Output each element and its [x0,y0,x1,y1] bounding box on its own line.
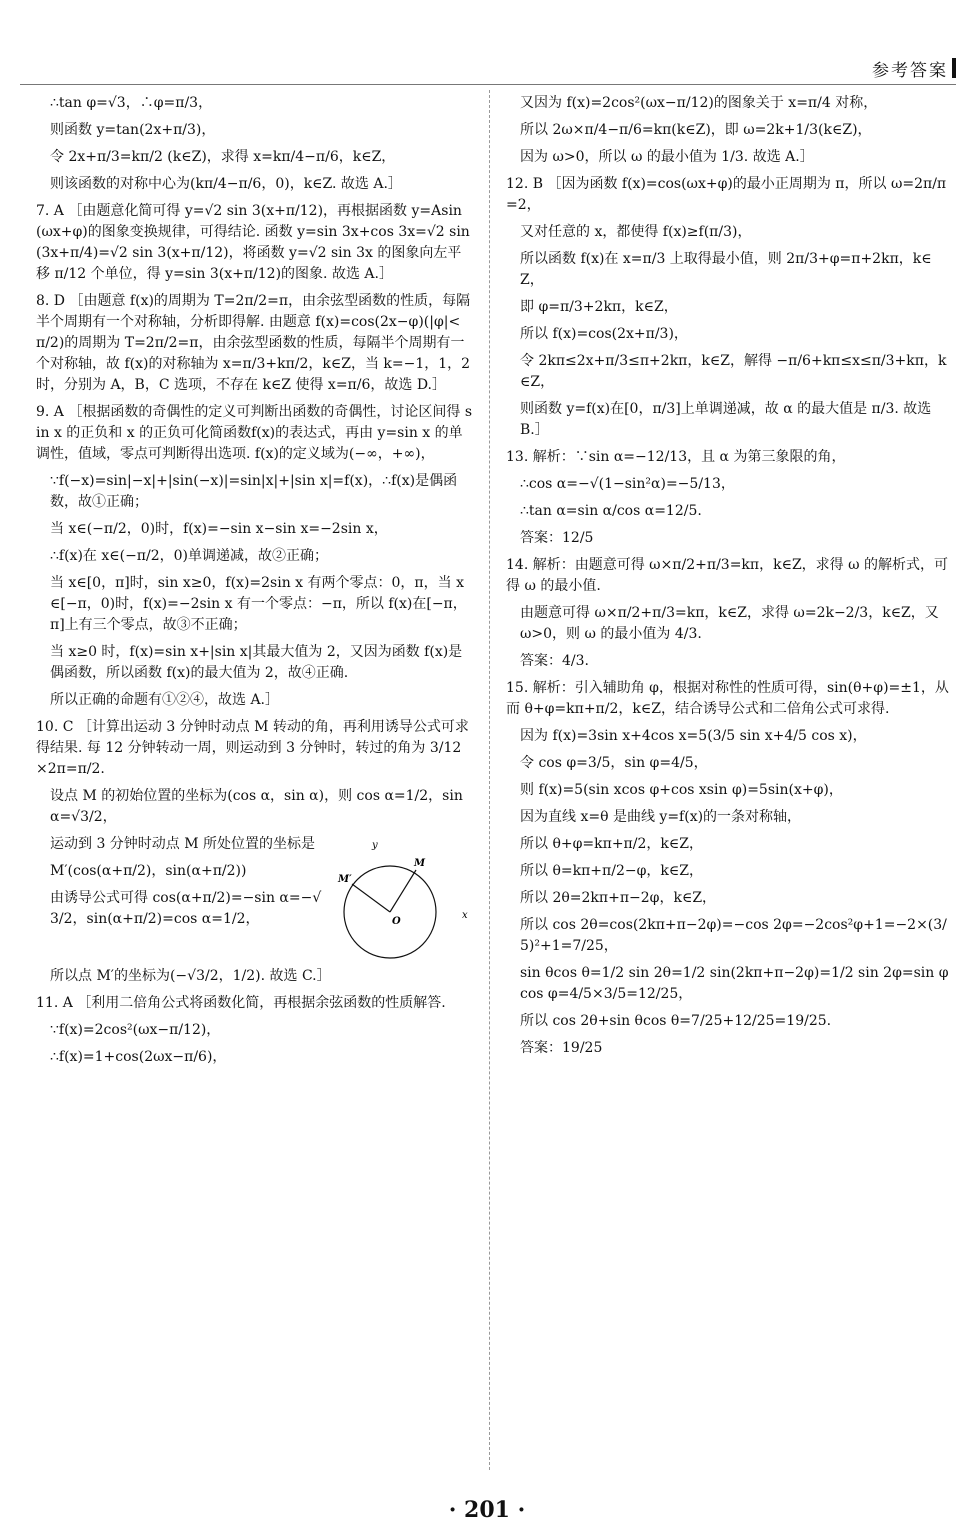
paragraph-text: 7. A ［由题意化简可得 y=√2 sin 3(x+π/12)，再根据函数 y=Asin(ωx+φ)的图象变换规律，可得结论. 函数 y=sin 3x+cos 3x=√2 sin(3x+π/4)=√2 sin 3(x+π/12)，将函数 y=√2 sin 3x 的图象向左平移 π/12 个单位，得 y=sin 3(x+π/12)的图象. 故选 A.］ [36,203,470,282]
paragraph-text: ∴cos α=−√(1−sin²α)=−5/13， [520,476,735,492]
paragraph-text: 15. 解析：引入辅助角 φ，根据对称性的性质可得，sin(θ+φ)=±1，从而 θ+φ=kπ+π/2，k∈Z，结合诱导公式和二倍角公式可求得. [506,680,949,717]
question-item [36,990,472,1017]
paragraph-text: 12. B ［因为函数 f(x)=cos(ωx+φ)的最小正周期为 π，所以 ω=2π/π=2， [506,176,947,213]
paragraph-text: 则该函数的对称中心为(kπ/4−π/6，0)，k∈Z. 故选 A.］ [50,176,402,192]
paragraph-text: 所以 cos 2θ=cos(2kπ+π−2φ)=−cos 2φ=−2cos²φ+1=−2×(3/5)²+1=7/25， [520,917,947,954]
solution-line [36,468,472,516]
point-mprime-label: M′ [338,874,352,885]
paragraph-text: 9. A ［根据函数的奇偶性的定义可判断出函数的奇偶性，讨论区间得 sin x 的正负和 x 的正负可化简函数f(x)的表达式，再由 y=sin x 的单调性，值域，零点可判断得出选项. f(x)的定义域为(−∞，+∞)， [36,404,473,462]
answer-line [506,525,952,552]
paragraph-text: 当 x≥0 时，f(x)=sin x+|sin x|其最大值为 2，又因为函数 f(x)是偶函数，所以函数 f(x)的最大值为 2，故④正确. [50,644,463,681]
paragraph-text: 则函数 y=f(x)在[0，π/3]上单调递减，故 α 的最大值是 π/3. 故选 B.］ [520,401,932,438]
header-rule [20,84,956,85]
paragraph-text: ∵f(−x)=sin|−x|+|sin(−x)|=sin|x|+|sin x|=f(x)，∴f(x)是偶函数，故①正确； [50,473,458,510]
x-axis-label: x [462,910,468,921]
paragraph-text: ∴f(x)在 x∈(−π/2，0)单调递减，故②正确； [50,548,329,564]
solution-line [506,1008,952,1035]
paragraph-text: 所以函数 f(x)在 x=π/3 上取得最小值，则 2π/3+φ=π+2kπ，k∈Z， [520,251,932,288]
solution-line [506,321,952,348]
solution-line [36,144,472,171]
question-item [506,444,952,471]
answer-line [506,1035,952,1062]
paragraph-text: 11. A ［利用二倍角公式将函数化简，再根据余弦函数的性质解答. [36,995,446,1011]
y-axis-label: y [372,840,378,851]
paragraph-text: 即 φ=π/3+2kπ，k∈Z， [520,299,678,315]
paragraph-text: 令 2x+π/3=kπ/2 (k∈Z)，求得 x=kπ/4−π/6，k∈Z， [50,149,396,165]
solution-line [506,723,952,750]
paragraph-text: 由诱导公式可得 cos(α+π/2)=−sin α=−√3/2，sin(α+π/2)=cos α=1/2， [50,890,322,927]
paragraph-text: 答案：4/3. [520,653,589,669]
header-bar [952,58,956,78]
paragraph-text: 答案：19/25 [520,1040,603,1056]
solution-line [506,219,952,246]
solution-line [506,294,952,321]
solution-line [506,348,952,396]
paragraph-text: 当 x∈[0，π]时，sin x≥0，f(x)=2sin x 有两个零点：0，π，当 x∈[−π，0)时，f(x)=−2sin x 有一个零点：−π，所以 f(x)在[−π，π]上有三个零点，故③不正确； [50,575,467,633]
paragraph-text: 所以点 M′的坐标为(−√3/2，1/2). 故选 C.］ [50,968,331,984]
origin-label: O [392,916,401,927]
paragraph-text: ∴tan α=sin α/cos α=12/5. [520,503,702,519]
paragraph-text: 所以正确的命题有①②④，故选 A.］ [50,692,280,708]
solution-line [506,600,952,648]
paragraph-text: M′(cos(α+π/2)，sin(α+π/2)) [50,863,247,879]
paragraph-text: 10. C ［计算出运动 3 分钟时动点 M 转动的角，再利用诱导公式可求得结果. 每 12 分钟转动一周，则运动到 3 分钟时，转过的角为 3/12×2π=π/2. [36,719,469,777]
solution-line [506,117,952,144]
paragraph-text: 所以 2θ=2kπ+π−2φ，k∈Z， [520,890,717,906]
solution-line [36,171,472,198]
paragraph-text: 13. 解析：∵sin α=−12/13，且 α 为第三象限的角， [506,449,846,465]
solution-line [36,90,472,117]
paragraph-text: 所以 cos 2θ+sin θcos θ=7/25+12/25=19/25. [520,1013,832,1029]
question-item [506,675,952,723]
solution-line [506,858,952,885]
left-column [36,90,472,1071]
question-item [36,399,472,468]
paragraph-text: ∴f(x)=1+cos(2ωx−π/6)， [50,1049,227,1065]
unit-circle-figure [332,836,472,964]
solution-line [36,543,472,570]
solution-line [506,498,952,525]
solution-line [506,885,952,912]
solution-line [506,144,952,171]
solution-line [36,1017,472,1044]
page-number: · 201 · [448,1497,526,1523]
paragraph-text: 所以 θ=kπ+π/2−φ，k∈Z， [520,863,703,879]
solution-line [506,960,952,1008]
question-item [506,552,952,600]
paragraph-text: 当 x∈(−π/2，0)时，f(x)=−sin x−sin x=−2sin x， [50,521,388,537]
answer-line [506,648,952,675]
paragraph-text: 因为 ω>0，所以 ω 的最小值为 1/3. 故选 A.］ [520,149,814,165]
paragraph-text: ∵f(x)=2cos²(ωx−π/12)， [50,1022,221,1038]
paragraph-text: 则 f(x)=5(sin xcos φ+cos xsin φ)=5sin(x+φ)， [520,782,843,798]
radius-om [390,870,416,912]
question-item [506,171,952,219]
point-m-label: M [414,858,426,869]
solution-line [36,1044,472,1071]
solution-line [506,750,952,777]
paragraph-text: 14. 解析：由题意可得 ω×π/2+π/3=kπ，k∈Z，求得 ω 的解析式，可得 ω 的最小值. [506,557,948,594]
question-item [36,714,472,783]
paragraph-text: 令 2kπ≤2x+π/3≤π+2kπ，k∈Z，解得 −π/6+kπ≤x≤π/3+kπ，k∈Z， [520,353,947,390]
paragraph-text: 因为直线 x=θ 是曲线 y=f(x)的一条对称轴， [520,809,802,825]
solution-line [506,396,952,444]
solution-line [36,639,472,687]
paragraph-text: 8. D ［由题意 f(x)的周期为 T=2π/2=π，由余弦型函数的性质，每隔半个周期有一个对称轴，分析即得解. 由题意 f(x)=cos(2x−φ)(|φ|<π/2)的周期为 T=2π/2=π，由余弦型函数的性质，每隔半个周期有一个对称轴，故 f(x)的对称轴为 x=π/3+kπ/2，k∈Z，当 k=−1，1，2 时，分别为 A，B，C 选项，不存在 k∈Z 使得 x=π/6，故选 D.］ [36,293,471,393]
solution-line [36,516,472,543]
paragraph-text: 则函数 y=tan(2x+π/3)， [50,122,216,138]
paragraph-text: 设点 M 的初始位置的坐标为(cos α，sin α)，则 cos α=1/2，sin α=√3/2， [50,788,463,825]
solution-line [506,471,952,498]
paragraph-text: 又因为 f(x)=2cos²(ωx−π/12)的图象关于 x=π/4 对称， [520,95,878,111]
question-item [36,288,472,399]
solution-line [506,912,952,960]
solution-line [36,783,472,831]
paragraph-text: 所以 2ω×π/4−π/6=kπ(k∈Z)，即 ω=2k+1/3(k∈Z)， [520,122,872,138]
solution-line [506,246,952,294]
paragraph-text: 答案：12/5 [520,530,594,546]
paragraph-text: 因为 f(x)=3sin x+4cos x=5(3/5 sin x+4/5 cos x)， [520,728,867,744]
page-header-label: 参考答案 [872,61,948,81]
paragraph-text: 所以 f(x)=cos(2x+π/3)， [520,326,688,342]
radius-omprime [352,884,390,912]
solution-line [506,777,952,804]
solution-line [36,117,472,144]
paragraph-text: sin θcos θ=1/2 sin 2θ=1/2 sin(2kπ+π−2φ)=1/2 sin 2φ=sin φcos φ=4/5×3/5=12/25， [520,965,949,1002]
paragraph-text: 又对任意的 x，都使得 f(x)≥f(π/3)， [520,224,752,240]
paragraph-text: 所以 θ+φ=kπ+π/2，k∈Z， [520,836,703,852]
solution-line [36,570,472,639]
paragraph-text: 运动到 3 分钟时动点 M 所处位置的坐标是 [50,836,316,852]
solution-line [506,90,952,117]
paragraph-text: ∴tan φ=√3，∴φ=π/3， [50,95,213,111]
paragraph-text: 由题意可得 ω×π/2+π/3=kπ，k∈Z，求得 ω=2k−2/3，k∈Z，又 ω>0，则 ω 的最小值为 4/3. [520,605,939,642]
question-item [36,198,472,288]
column-divider [489,90,490,1470]
solution-line [506,804,952,831]
right-column [506,90,952,1062]
solution-line [36,687,472,714]
solution-line [506,831,952,858]
paragraph-text: 令 cos φ=3/5，sin φ=4/5， [520,755,708,771]
